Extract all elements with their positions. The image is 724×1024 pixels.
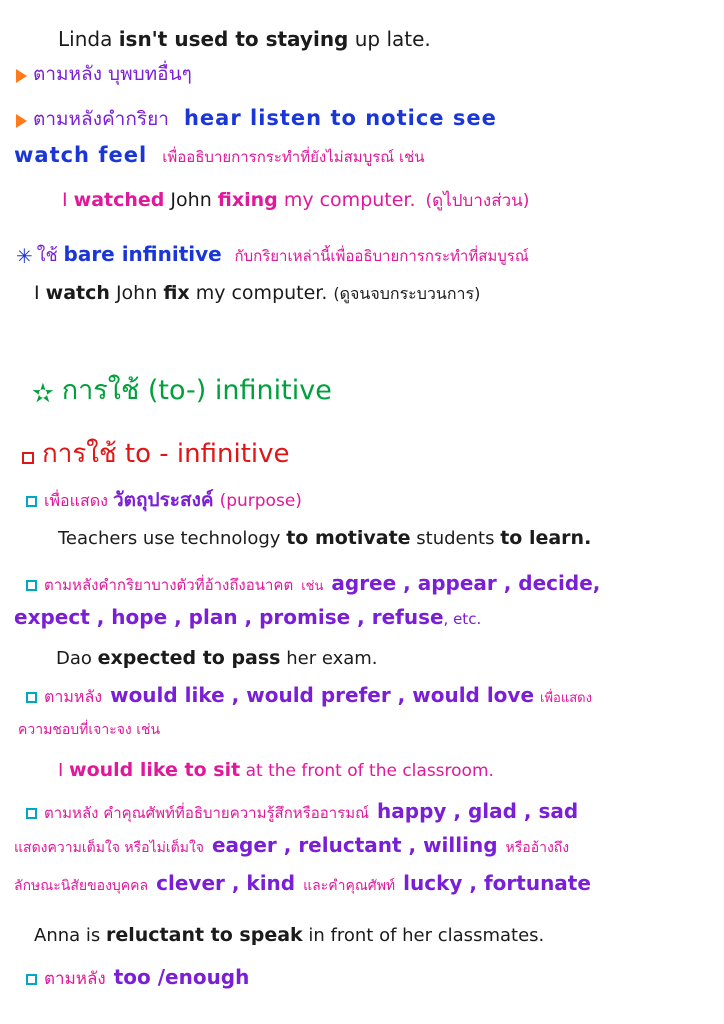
bullet-2-verbs: hear listen to notice see [183,106,497,130]
triangle-bullet-icon [16,69,27,83]
would-ex-p1: I [58,760,70,781]
heading-red-text: การใช้ to - infinitive [42,439,290,469]
too-enough-en: too /enough [113,965,250,989]
item-too-enough [26,966,249,990]
example-2-mid-2: my computer. [277,189,416,211]
purpose-ex-p2: students [410,528,501,549]
example-line-3 [34,283,480,305]
adj-thai-3: หรืออ้างถึง [505,840,570,856]
adj-ex-p1: Anna is [34,925,106,946]
checkbox-icon-would [26,692,37,703]
example-2-paren: (ดูไปบางส่วน) [425,191,530,211]
adj-thai-4: ลักษณะนิสัยของบุคคล [14,878,149,894]
adj-thai-2: แสดงความเต็มใจ หรือไม่เต็มใจ [14,840,204,856]
heading-green [32,375,332,409]
would-ex-p2: at the front of the classroom. [240,761,494,781]
bullet-line-2 [16,106,497,131]
adj-group-4: lucky , fortunate [403,871,591,895]
adj-group-2: eager , reluctant , willing [211,833,498,857]
heading-green-text: การใช้ (to-) infinitive [61,375,332,406]
star-thai-2: กับกริยาเหล่านี้เพื่ออธิบายการกระทำที่สมบูรณ์ [229,247,529,265]
example-2-bold-1: watched [73,189,165,211]
purpose-ex-b1: to motivate [286,527,411,549]
adj-example [34,925,544,947]
checkbox-icon-adj [26,808,37,819]
future-ex-p1: Dao [56,648,98,669]
future-thai: ตามหลังคำกริยาบางตัวที่อ้างถึงอนาคต [44,576,294,594]
purpose-ex-b2: to learn. [500,527,592,549]
item-future-verbs [26,572,600,595]
example-1-part1: Linda [58,27,119,51]
purpose-example [58,528,591,550]
future-example [56,648,378,670]
star-bold-en: bare infinitive [63,242,222,266]
future-verbs-line-1: agree , appear , decide, [331,571,601,595]
future-thai-small: เช่น [301,579,324,594]
checkbox-icon-purpose [26,496,37,507]
example-line-2 [62,190,529,212]
future-verbs-line-2-row [14,606,481,629]
adj-thai: ตามหลัง คำคุณศัพท์ที่อธิบายความรู้สึกหรืออารมณ์ [44,804,370,822]
example-3-pre: I [34,282,46,304]
bullet-2-thai: ตามหลังคำกริยา [33,108,169,130]
item-would-like [26,684,592,707]
future-verbs-line-2: expect , hope , plan , promise , refuse [14,605,444,629]
would-note-1: เพื่อแสดง [540,691,592,706]
asterisk-icon: ✳ [16,244,33,268]
example-3-paren: (ดูจนจบกระบวนการ) [333,284,481,303]
example-line-1 [58,28,431,51]
heading-red [22,440,290,470]
adj-group-3: clever , kind [156,871,296,895]
purpose-ex-p1: Teachers use technology [58,528,287,549]
future-ex-p2: her exam. [280,648,378,669]
would-note-2: ความชอบที่เจาะจง เช่น [18,722,161,738]
would-example [58,760,494,782]
star-thai-1: ใช้ [36,245,64,266]
checkbox-icon-too [26,974,37,985]
triangle-bullet-icon-2 [16,114,27,128]
example-1-part2: up late. [348,27,431,51]
example-3-bold-1: watch [45,282,110,304]
purpose-thai-pre: เพื่อแสดง [44,491,113,510]
bullet-2-verbs-cont: watch feel [14,143,148,167]
adj-ex-p2: in front of her classmates. [302,925,545,946]
example-2-pre: I [62,189,74,211]
adj-thai-5: และคำคุณศัพท์ [303,878,396,894]
bullet-2-note: เพื่ออธิบายการกระทำที่ยังไม่สมบูรณ์ เช่น [162,148,425,166]
item-adjectives [26,800,578,823]
would-ex-b1: would like to sit [69,759,241,781]
bullet-1-text: ตามหลัง บุพบทอื่นๆ [33,63,192,85]
would-note-2-row [18,720,160,738]
adj-group-1: happy , glad , sad [377,799,579,823]
adj-row-2 [14,834,569,857]
adj-row-3 [14,872,591,895]
example-2-bold-2: fixing [217,189,278,211]
future-ex-b1: expected to pass [97,647,281,669]
star-line [16,243,529,268]
example-3-bold-2: fix [163,282,190,304]
too-thai: ตามหลัง [44,969,106,989]
would-thai: ตามหลัง [44,687,103,706]
future-verbs-etc: , etc. [443,610,482,628]
item-purpose [26,490,302,512]
purpose-en-paren: (purpose) [219,491,302,511]
star-icon: ✫ [32,378,54,409]
example-3-mid-1: John [109,282,164,304]
adj-ex-b1: reluctant to speak [105,924,303,946]
example-1-bold: isn't used to staying [118,27,349,51]
example-2-mid-1: John [164,189,218,211]
checkbox-icon-future [26,580,37,591]
bullet-line-2-cont [14,143,425,167]
bullet-line-1 [16,64,192,86]
purpose-thai-bold: วัตถุประสงค์ [113,489,214,511]
square-bullet-icon [22,452,34,464]
would-verbs: would like , would prefer , would love [110,683,535,707]
example-3-mid-2: my computer. [189,282,328,304]
